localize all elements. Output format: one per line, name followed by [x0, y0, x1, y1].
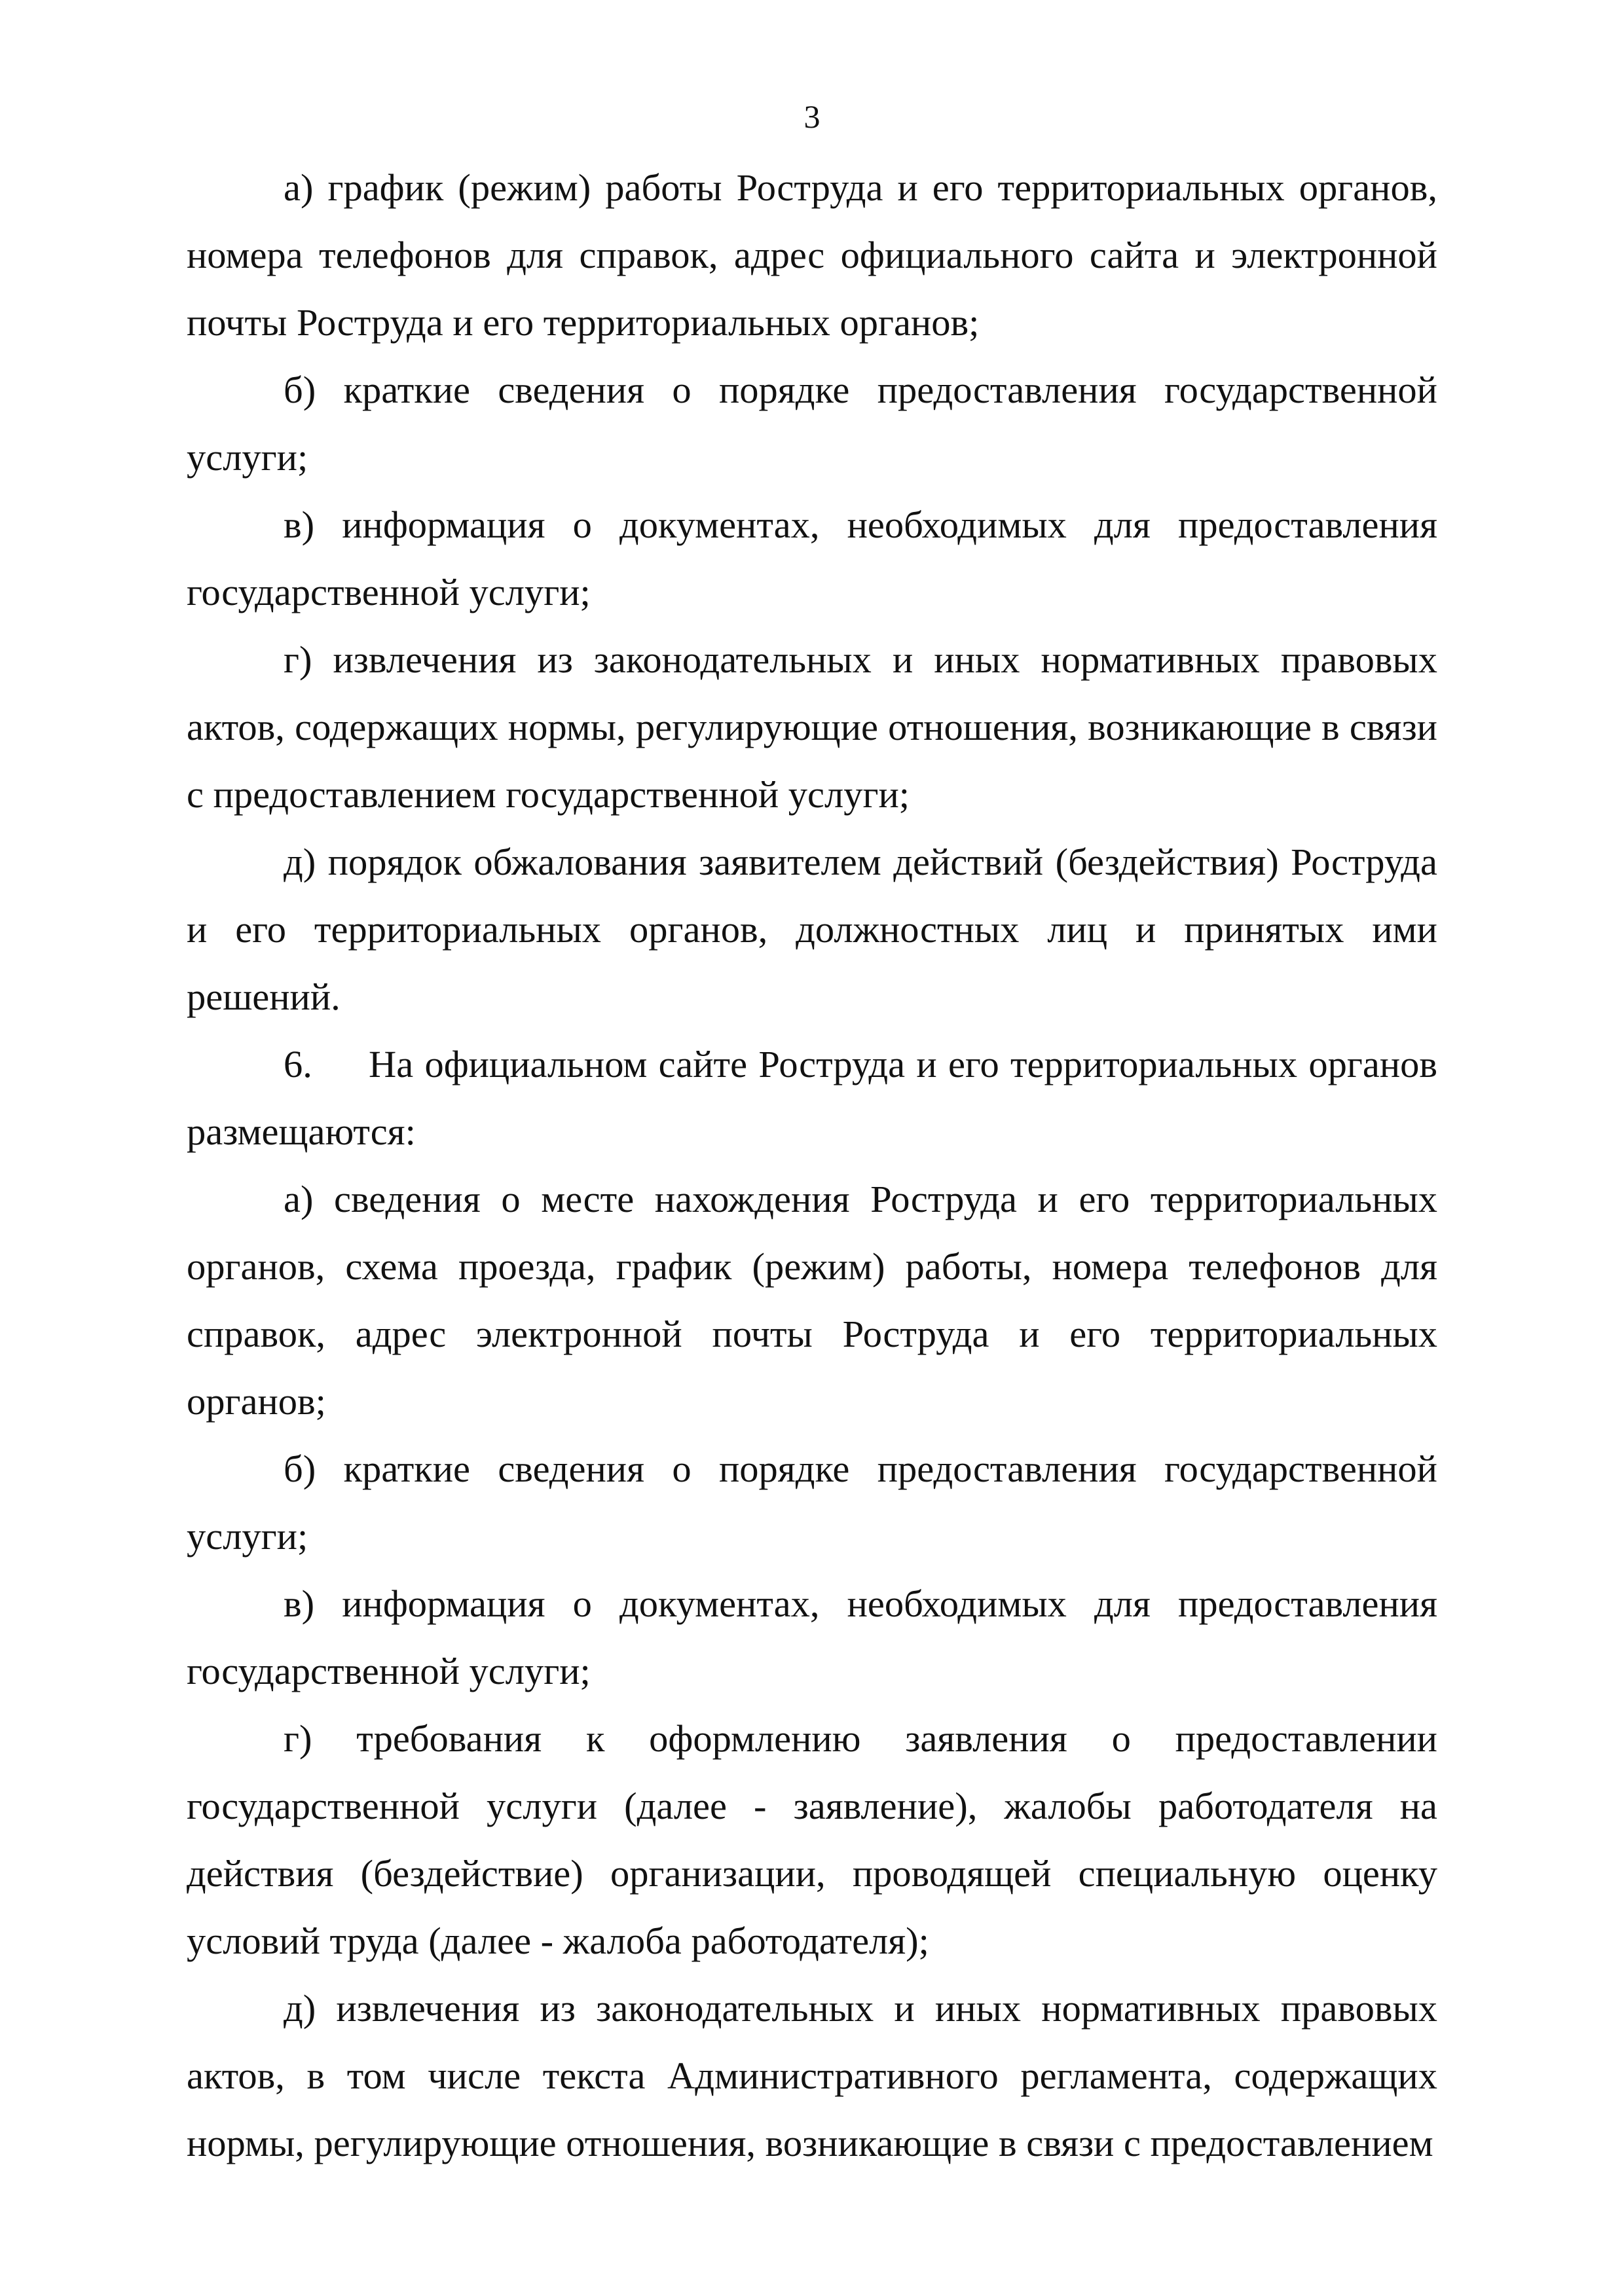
paragraph-6 [187, 1030, 1437, 1165]
paragraph-6-number: 6. [284, 1043, 312, 1085]
paragraph-6e: д) извлечения из законодательных и иных нормативных правовых актов, в том числе текста Административного регламента, содержащих нормы, регулирующие отношения, возникающие в связи с предоставлением [187, 1987, 1437, 2164]
paragraph-5a: а) график (режим) работы Роструда и его территориальных органов, номера телефонов для справок, адрес официального сайта и электронной почты Роструда и его территориальных органов; [187, 166, 1437, 344]
document-body [187, 154, 1437, 2177]
paragraph-6d: г) требования к оформлению заявления о предоставлении государственной услуги (далее - заявление), жалобы работодателя на действия (бездействие) организации, проводящей специальную оценку условий труда (далее - жалоба работодателя); [187, 1717, 1437, 1962]
paragraph-5e: д) порядок обжалования заявителем действий (бездействия) Роструда и его территориальных органов, должностных лиц и принятых ими решений. [187, 841, 1437, 1018]
paragraph-5d: г) извлечения из законодательных и иных нормативных правовых актов, содержащих нормы, регулирующие отношения, возникающие в связи с предоставлением государственной услуги; [187, 638, 1437, 816]
paragraph-6a: а) сведения о месте нахождения Роструда и его территориальных органов, схема проезда, график (режим) работы, номера телефонов для справок, адрес электронной почты Роструда и его территориальных органов; [187, 1178, 1437, 1423]
page-number: 3 [803, 98, 821, 135]
paragraph-5c: в) информация о документах, необходимых для предоставления государственной услуги; [187, 503, 1437, 613]
paragraph-6b: б) краткие сведения о порядке предоставления государственной услуги; [187, 1448, 1437, 1558]
paragraph-6-text: На официальном сайте Роструда и его территориальных органов размещаются: [187, 1043, 1437, 1153]
paragraph-5b: б) краткие сведения о порядке предоставления государственной услуги; [187, 369, 1437, 479]
paragraph-6c: в) информация о документах, необходимых для предоставления государственной услуги; [187, 1582, 1437, 1692]
